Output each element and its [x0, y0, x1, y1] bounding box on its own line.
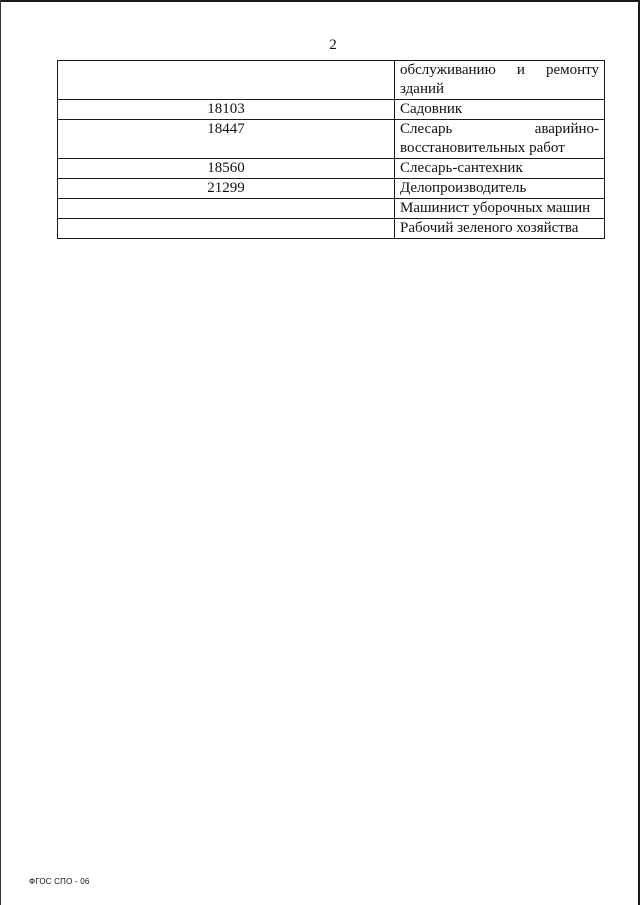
profession-name-cell: Слесарь-сантехник — [395, 159, 605, 179]
profession-code-cell — [58, 199, 395, 219]
profession-name-cell: Садовник — [395, 100, 605, 120]
scan-edge-top — [0, 0, 640, 2]
table-row — [58, 120, 605, 159]
profession-code-cell: 18103 — [58, 100, 395, 120]
table-row — [58, 100, 605, 120]
profession-code-cell: 18447 — [58, 120, 395, 159]
table-row — [58, 219, 605, 239]
name-word: и — [516, 62, 525, 78]
profession-code-cell: 21299 — [58, 179, 395, 199]
profession-name-cell — [395, 61, 605, 100]
table-row — [58, 179, 605, 199]
name-line — [400, 120, 599, 139]
profession-name-cell: Делопроизводитель — [395, 179, 605, 199]
profession-code-cell: 18560 — [58, 159, 395, 179]
profession-name-cell: Рабочий зеленого хозяйства — [395, 219, 605, 239]
professions-table — [57, 60, 605, 239]
page-number: 2 — [329, 37, 337, 53]
name-line: восстановительных работ — [400, 140, 565, 156]
name-line — [400, 61, 599, 80]
name-word: обслуживанию — [400, 62, 496, 78]
table-row — [58, 61, 605, 100]
profession-name-cell: Машинист уборочных машин — [395, 199, 605, 219]
name-line: зданий — [400, 81, 445, 97]
scan-edge-left — [0, 0, 1, 905]
profession-name-cell — [395, 120, 605, 159]
name-word: ремонту — [545, 62, 599, 78]
profession-code-cell — [58, 219, 395, 239]
profession-code-cell — [58, 61, 395, 100]
table-row — [58, 159, 605, 179]
document-footer-code: ФГОС СПО - 06 — [29, 877, 90, 886]
name-word: Слесарь — [400, 121, 453, 137]
table-row — [58, 199, 605, 219]
name-word: аварийно- — [534, 121, 599, 137]
